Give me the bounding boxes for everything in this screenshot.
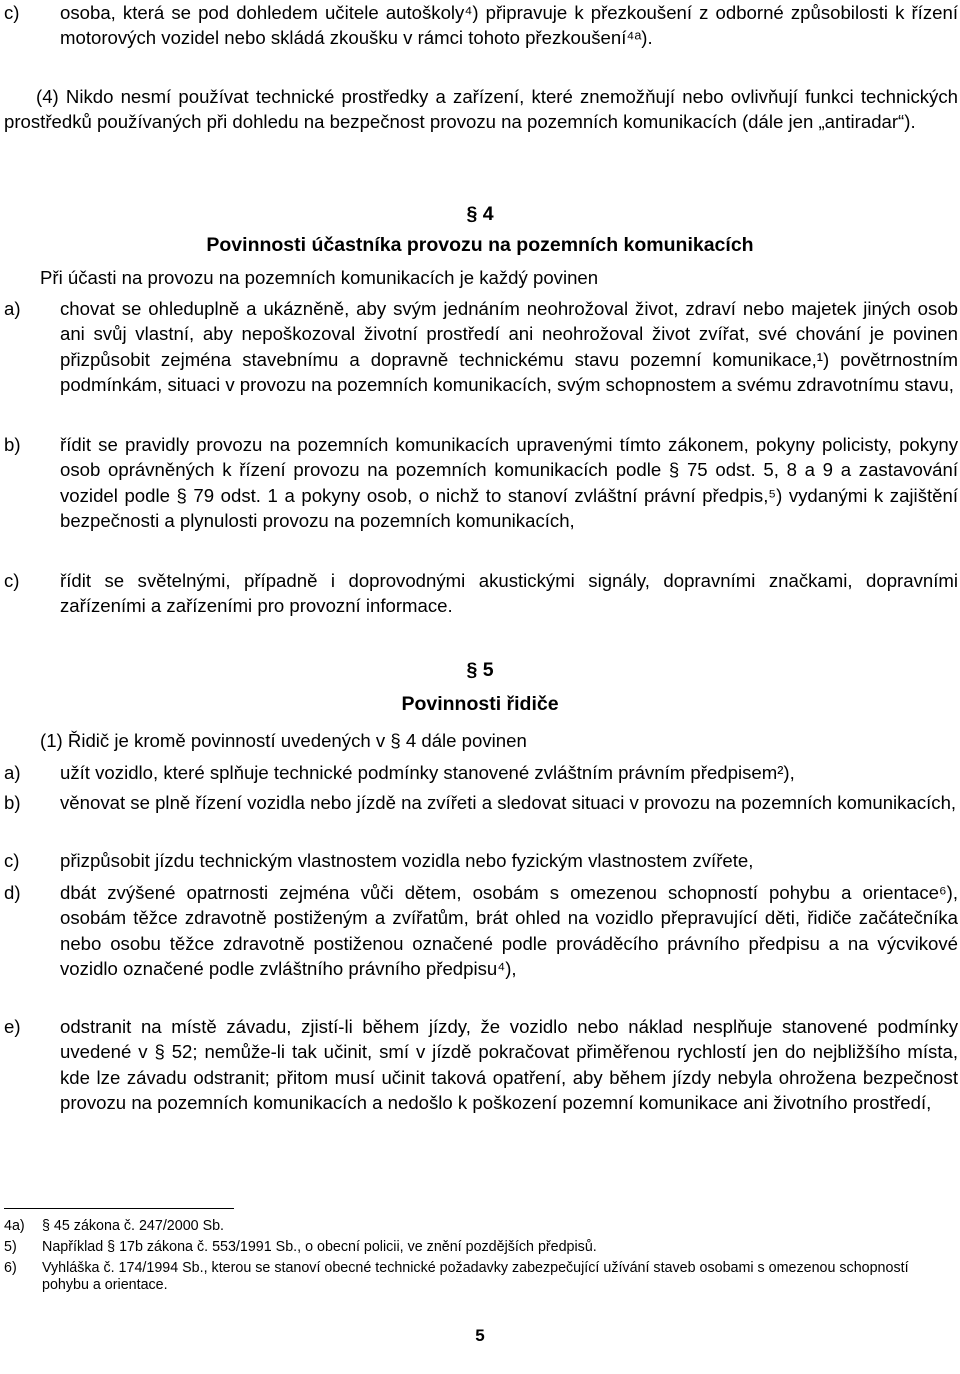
list-item	[4, 760, 958, 785]
list-item	[4, 1014, 958, 1115]
paragraph-4: (4) Nikdo nesmí používat technické prostředky a zařízení, které znemožňují nebo ovlivňují funkci technických prostředků používaných při dohledu na bezpečnost provozu na pozemních komunikacích (dále jen „antiradar“).	[4, 86, 958, 133]
item-text: osoba, která se pod dohledem učitele autoškoly⁴) připravuje k přezkoušení z odborné způsobilosti k řízení motorových vozidel nebo skládá zkoušku v rámci tohoto přezkoušení⁴ᵃ).	[60, 2, 958, 49]
item-label: a)	[4, 298, 21, 319]
list-item	[4, 568, 958, 619]
section-5-number: § 5	[466, 659, 494, 681]
item-text: užít vozidlo, které splňuje technické podmínky stanovené zvláštním právním předpisem²),	[60, 762, 795, 783]
footnote	[4, 1260, 958, 1294]
item-text: odstranit na místě závadu, zjistí-li během jízdy, že vozidlo nebo náklad nesplňuje stanovené podmínky uvedené v § 52; nemůže-li tak učinit, smí v jízdě pokračovat přiměřenou rychlostí jen do nejbližšího místa, kde lze závadu odstranit; přitom musí učinit taková opatření, aby během jízdy nebyla ohrožena bezpečnost provozu na pozemních komunikacích a nedošlo k poškození pozemní komunikace ani životního prostředí,	[60, 1016, 958, 1113]
item-text: chovat se ohleduplně a ukázněně, aby svým jednáním neohrožoval život, zdraví nebo majetek jiných osob ani svůj vlastní, aby nepoškozoval životní prostředí ani neohrožoval život zvířat, své chování je povinen přizpůsobit zejména stavebnímu a dopravně technickému stavu pozemní komunikace,¹) povětrnostním podmínkám, situaci v provozu na pozemních komunikacích, svým schopnostem a svému zdravotnímu stavu,	[60, 298, 958, 395]
section-5-title: Povinnosti řidiče	[401, 693, 559, 715]
item-label: e)	[4, 1016, 21, 1037]
footnote-text: Vyhláška č. 174/1994 Sb., kterou se stanoví obecné technické požadavky zabezpečující užívání staveb osobami s omezenou schopností pohybu a orientace.	[42, 1260, 909, 1293]
footnote	[4, 1218, 958, 1235]
section-4-number: § 4	[466, 203, 494, 225]
item-label: b)	[4, 792, 21, 813]
footnote-label: 5)	[4, 1239, 17, 1255]
footnote-text: Například § 17b zákona č. 553/1991 Sb., o obecní policii, ve znění pozdějších předpisů.	[42, 1239, 597, 1255]
item-text: přizpůsobit jízdu technickým vlastnostem vozidla nebo fyzickým vlastnostem zvířete,	[60, 850, 754, 871]
item-label: c)	[4, 2, 20, 23]
list-item	[4, 848, 958, 873]
footnote-label: 4a)	[4, 1218, 25, 1234]
item-label: c)	[4, 850, 20, 871]
list-item	[4, 296, 958, 397]
list-item	[4, 790, 958, 815]
item-label: a)	[4, 762, 21, 783]
section-4-title: Povinnosti účastníka provozu na pozemních komunikacích	[206, 234, 754, 256]
item-label: c)	[4, 570, 20, 591]
footnote	[4, 1239, 958, 1256]
list-item	[4, 880, 958, 981]
item-text: dbát zvýšené opatrnosti zejména vůči dětem, osobám s omezenou schopností pohybu a orientace⁶), osobám těžce zdravotně postiženým a zvířatům, brát ohled na vozidlo přepravující děti, řidiče začátečníka nebo osobu těžce zdravotně postiženou označené podle prováděcího právního předpisu a na výcvikové vozidlo označené podle zvláštního právního předpisu⁴),	[60, 882, 958, 979]
footnote-divider	[4, 1208, 234, 1209]
footnote-label: 6)	[4, 1260, 17, 1276]
page-number: 5	[475, 1326, 485, 1345]
section-4-intro: Při účasti na provozu na pozemních komunikacích je každý povinen	[40, 267, 599, 288]
footnote-text: § 45 zákona č. 247/2000 Sb.	[42, 1218, 225, 1234]
list-item	[4, 432, 958, 533]
item-text: věnovat se plně řízení vozidla nebo jízdě na zvířeti a sledovat situaci v provozu na pozemních komunikacích,	[60, 792, 957, 813]
list-item	[4, 0, 958, 51]
item-label: b)	[4, 434, 21, 455]
item-text: řídit se světelnými, případně i doprovodnými akustickými signály, dopravními značkami, dopravními zařízeními a zařízeními pro provozní informace.	[60, 570, 958, 617]
item-label: d)	[4, 882, 21, 903]
item-text: řídit se pravidly provozu na pozemních komunikacích upravenými tímto zákonem, pokyny policisty, pokyny osob oprávněných k řízení provozu na pozemních komunikacích podle § 75 odst. 5, 8 a 9 a zastavování vozidel podle § 79 odst. 1 a pokyny osob, o nichž to stanoví zvláštní právní předpis,⁵) vydanými k zajištění bezpečnosti a plynulosti provozu na pozemních komunikacích,	[60, 434, 958, 531]
section-5-intro: (1) Řidič je kromě povinností uvedených v § 4 dále povinen	[40, 730, 527, 751]
